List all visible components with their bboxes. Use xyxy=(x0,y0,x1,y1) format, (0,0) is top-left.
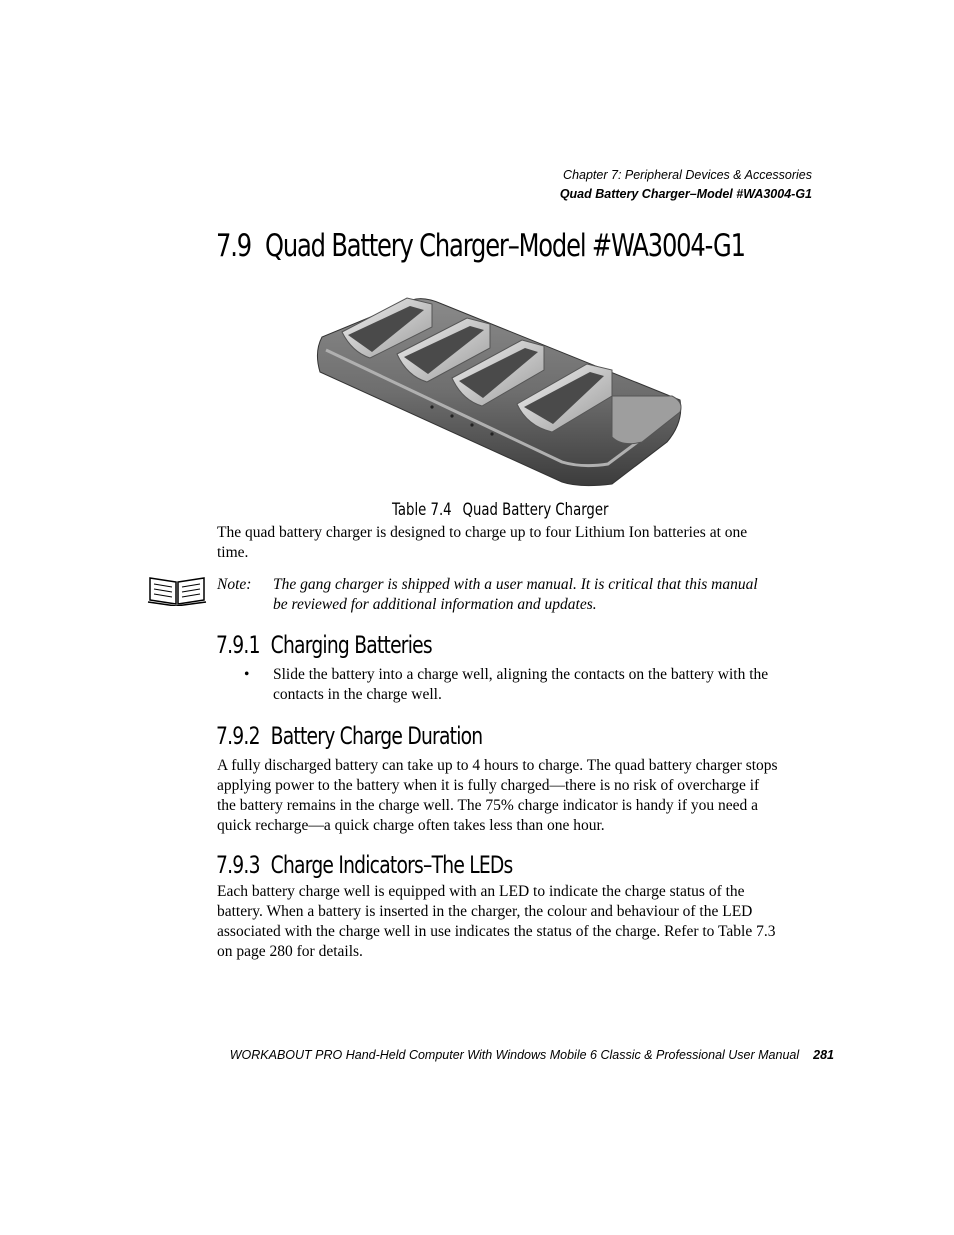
open-book-icon xyxy=(146,572,208,606)
subsection-title: Battery Charge Duration xyxy=(270,722,483,750)
intro-paragraph: The quad battery charger is designed to charge up to four Lithium Ion batteries at one time. xyxy=(217,524,748,561)
subsection-number: 7.9.1 xyxy=(216,631,260,659)
list-item-text: Slide the battery into a charge well, aligning the contacts on the battery with the contacts in the charge well. xyxy=(273,666,769,703)
leds-paragraph: Each battery charge well is equipped with an LED to indicate the charge status of the battery. When a battery is inserted in the charger, the colour and behaviour of the LED associated with the charge well in use indicates the status of the charge. Refer to Table 7.3 on page 280 for details. xyxy=(217,883,776,960)
section-title: Quad Battery Charger–Model #WA3004-G1 xyxy=(264,228,745,264)
page-footer xyxy=(230,1048,834,1062)
subsection-number: 7.9.3 xyxy=(216,851,260,879)
caption-label: Table 7.4 xyxy=(392,500,452,520)
note-text: The gang charger is shipped with a user manual. It is critical that this manual be reviewed for additional information and updates. xyxy=(273,576,758,613)
running-head-chapter: Chapter 7: Peripheral Devices & Accessories xyxy=(563,168,812,182)
bullet-marker: • xyxy=(244,666,250,683)
running-head-section: Quad Battery Charger–Model #WA3004-G1 xyxy=(559,187,812,201)
page-number: 281 xyxy=(813,1048,834,1062)
section-number: 7.9 xyxy=(216,228,251,264)
note-label: Note: xyxy=(217,576,252,593)
duration-paragraph: A fully discharged battery can take up to 4 hours to charge. The quad battery charger stops applying power to the battery when it is fully charged—there is no risk of overcharge if the battery remains in the charge well. The 75% charge indicator is handy if you need a quick recharge—a quick charge often takes less than one hour. xyxy=(217,757,778,834)
quad-battery-charger-image xyxy=(312,292,687,488)
subsection-heading-charging xyxy=(216,631,432,659)
caption-text: Quad Battery Charger xyxy=(462,500,609,520)
subsection-title: Charging Batteries xyxy=(270,631,432,659)
subsection-title: Charge Indicators–The LEDs xyxy=(270,851,513,879)
running-head xyxy=(560,166,812,204)
figure-caption xyxy=(392,500,608,520)
subsection-heading-duration xyxy=(216,722,482,750)
subsection-number: 7.9.2 xyxy=(216,722,260,750)
section-heading xyxy=(216,228,745,264)
subsection-heading-leds xyxy=(216,851,513,879)
footer-title: WORKABOUT PRO Hand-Held Computer With Windows Mobile 6 Classic & Professional User Manual xyxy=(229,1048,800,1062)
